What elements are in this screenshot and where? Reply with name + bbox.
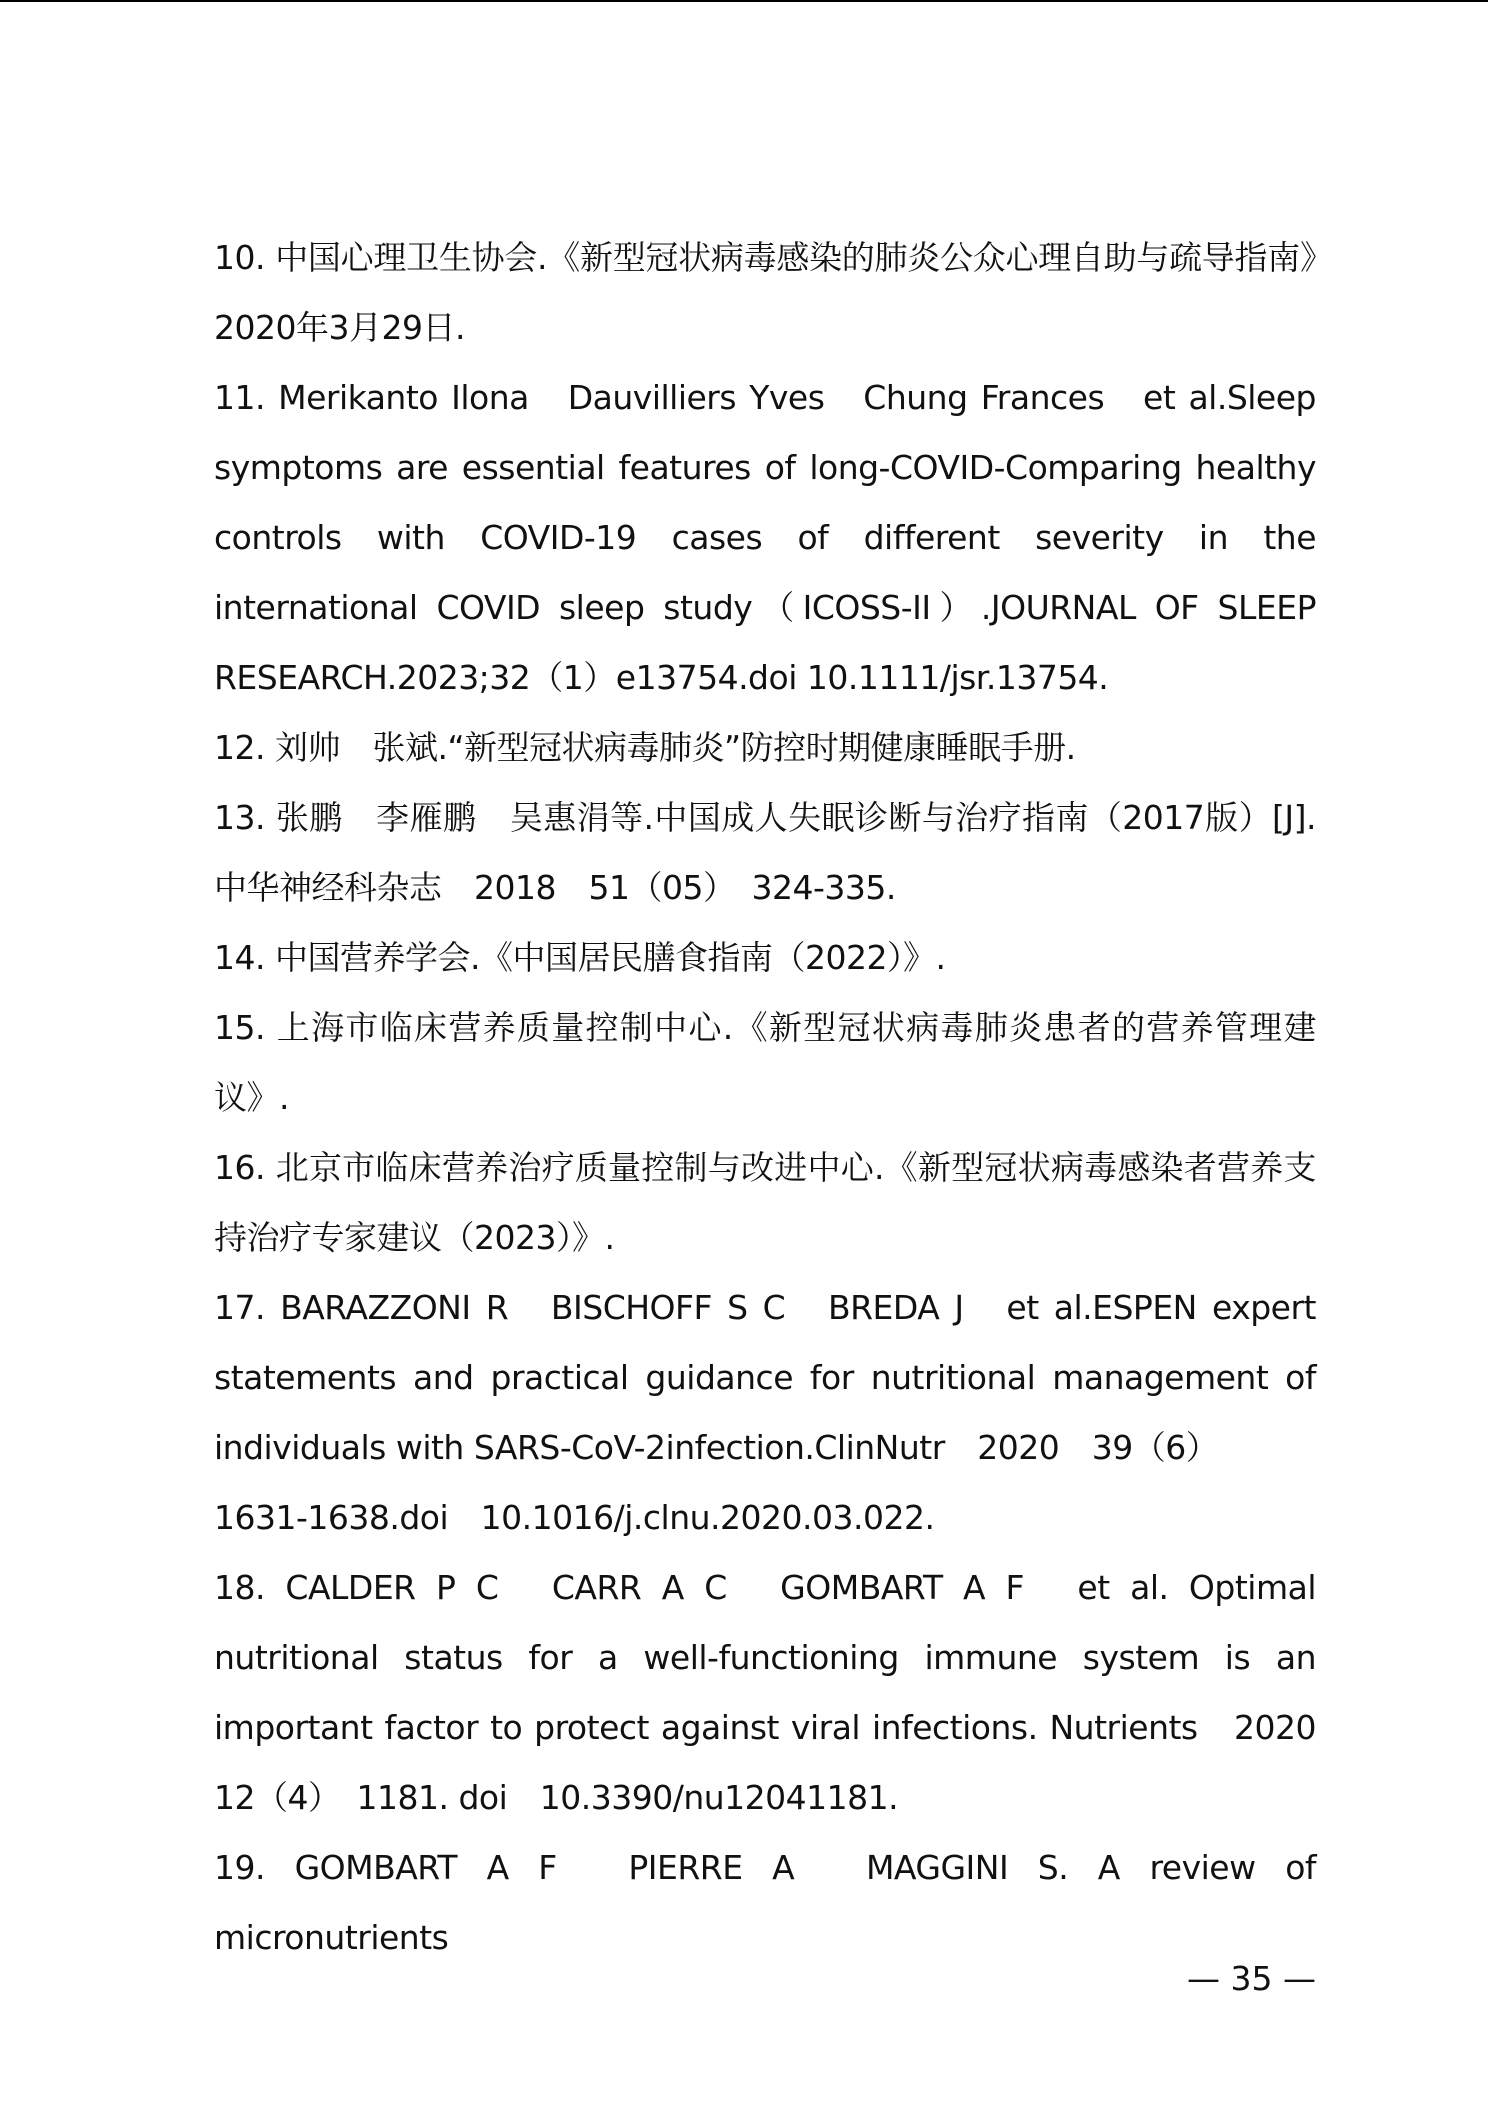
reference-item-18: 18. CALDER P C CARR A C GOMBART A F et al. Optimal nutritional status for a well-functioning immune system is an important factor to protect against viral infections. Nutrients 2020 12（4） 1181. doi 10.3390/nu12041181.	[214, 1568, 1349, 1817]
reference-item-14: 14. 中国营养学会.《中国居民膳食指南（2022）》.	[214, 938, 946, 977]
page-number: — 35 —	[1187, 1959, 1316, 1998]
reference-item-16: 16. 北京市临床营养治疗质量控制与改进中心.《新型冠状病毒感染者营养支持治疗专家建议（2023）》.	[214, 1148, 1316, 1257]
reference-item-11: 11. Merikanto Ilona Dauvilliers Yves Chung Frances et al.Sleep symptoms are essential features of long-COVID-Comparing healthy controls with COVID-19 cases of different severity in the international COVID sleep study（ICOSS-II）.JOURNAL OF SLEEP RESEARCH.2023;32（1）e13754.doi 10.1111/jsr.13754.	[214, 378, 1326, 697]
reference-item-15: 15. 上海市临床营养质量控制中心.《新型冠状病毒肺炎患者的营养管理建议》.	[214, 1008, 1316, 1117]
reference-item-12: 12. 刘帅 张斌.“新型冠状病毒肺炎”防控时期健康睡眠手册.	[214, 728, 1076, 767]
reference-item-19: 19. GOMBART A F PIERRE A MAGGINI S. A review of micronutrients	[214, 1848, 1326, 1957]
reference-item-17: 17. BARAZZONI R BISCHOFF S C BREDA J et al.ESPEN expert statements and practical guidance for nutritional management of individuals with SARS-CoV-2infection.ClinNutr 2020 39（6） 1631-1638.doi 10.1016/j.clnu.2020.03.022.	[214, 1288, 1316, 1537]
reference-item-10: 10. 中国心理卫生协会.《新型冠状病毒感染的肺炎公众心理自助与疏导指南》 2020年3月29日.	[214, 238, 1349, 347]
reference-list	[214, 223, 1349, 1973]
reference-item-13: 13. 张鹏 李雁鹏 吴惠涓等.中国成人失眠诊断与治疗指南（2017版）[J].中华神经科杂志 2018 51（05） 324-335.	[214, 798, 1316, 907]
top-border-line	[0, 0, 1488, 2]
